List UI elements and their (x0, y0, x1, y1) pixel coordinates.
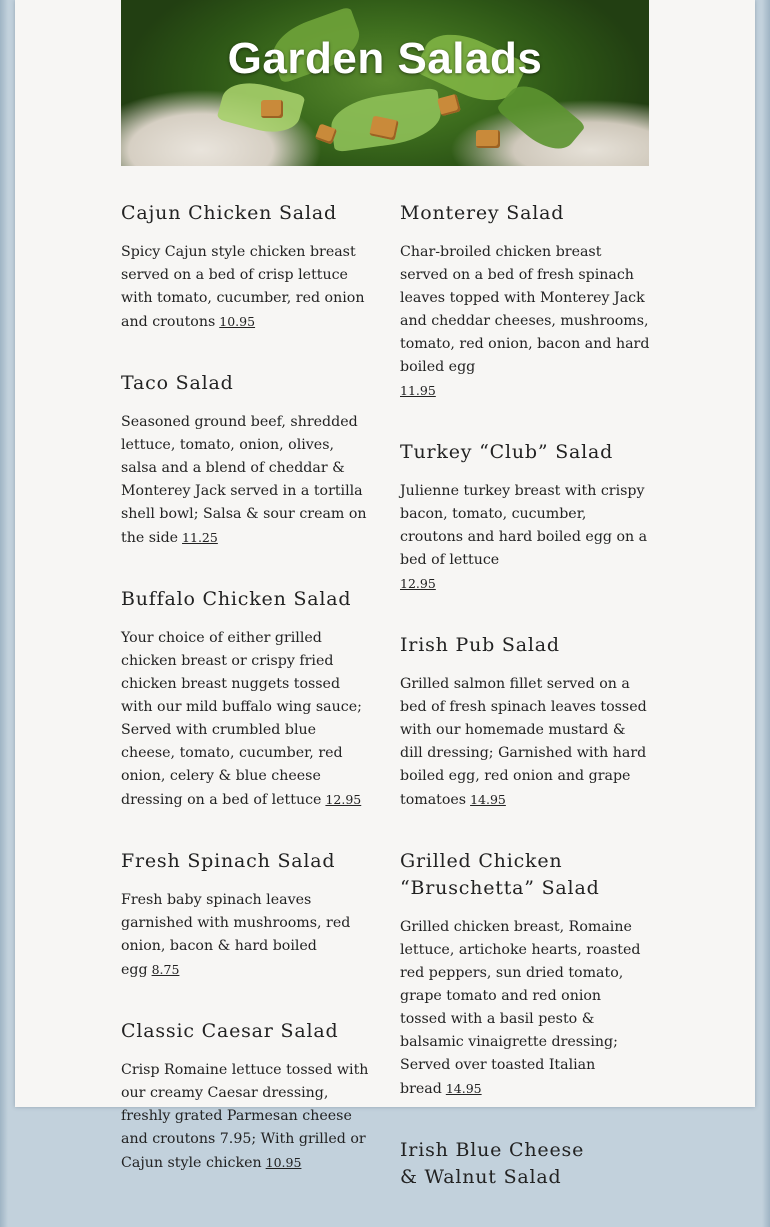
menu-item-description: Spicy Cajun style chicken breast served on a bed of crisp lettuce with tomato, cucumber, red onion and croutons 10.95 (121, 244, 365, 330)
menu-item-price: 11.25 (182, 530, 218, 545)
menu-item-description: Char-broiled chicken breast served on a bed of fresh spinach leaves topped with Monterey Jack and cheddar cheeses, mushrooms, tomato, red onion, bacon and hard boiled egg 11.95 (400, 244, 650, 398)
menu-item-price: 10.95 (219, 314, 256, 329)
menu-item-price: 8.75 (151, 962, 180, 977)
menu-page (15, 0, 755, 1188)
menu-item (121, 200, 371, 334)
menu-item-description: Your choice of either grilled chicken breast or crispy fried chicken breast nuggets tossed with our mild buffalo wing sauce; Served with crumbled blue cheese, tomato, cucumber, red onion, celery & blue cheese dressing on a bed of lettuce 12.95 (121, 630, 362, 808)
menu-item-price: 7.95 (219, 1131, 252, 1147)
crouton (261, 100, 283, 118)
menu-item-price: 14.95 (445, 1081, 482, 1096)
menu-item-extra-price: 10.95 (265, 1155, 302, 1170)
menu-item (400, 1137, 650, 1191)
menu-item (400, 200, 650, 403)
menu-item (400, 848, 650, 1101)
menu-item-description: Seasoned ground beef, shredded lettuce, tomato, onion, olives, salsa and a blend of cheddar & Monterey Jack served in a tortilla shell bowl; Salsa & sour cream on the side 11.25 (121, 414, 367, 546)
menu-column-right (400, 200, 650, 1227)
menu-item-extra: ; With grilled or Cajun style chicken (121, 1131, 366, 1171)
section-title: Garden Salads (227, 34, 543, 83)
menu-item-description: Grilled chicken breast, Romaine lettuce, artichoke hearts, roasted red peppers, sun dried tomato, grape tomato and red onion tossed with a basil pesto & balsamic vinaigrette dressing; Served over toasted Italian bread 14.95 (400, 919, 641, 1097)
menu-item-name: Taco Salad (121, 372, 234, 394)
menu-item (121, 1018, 371, 1175)
menu-item-name: Cajun Chicken Salad (121, 202, 337, 224)
menu-item (400, 439, 650, 596)
menu-item-description: Fresh baby spinach leaves garnished with mushrooms, red onion, bacon & hard boiled egg 8.75 (121, 892, 351, 978)
menu-item-name: Irish Blue Cheese & Walnut Salad (400, 1139, 585, 1188)
menu-column-left (121, 200, 371, 1211)
menu-item-description: Grilled salmon fillet served on a bed of fresh spinach leaves tossed with our homemade mustard & dill dressing; Garnished with hard boiled egg, red onion and grape tomatoes 14.95 (400, 676, 647, 808)
menu-item-price: 12.95 (400, 576, 436, 591)
menu-item-name: Fresh Spinach Salad (121, 850, 336, 872)
menu-item-name: Classic Caesar Salad (121, 1020, 339, 1042)
menu-item (121, 848, 371, 982)
menu-item-name: Buffalo Chicken Salad (121, 588, 352, 610)
menu-item-description: Crisp Romaine lettuce tossed with our creamy Caesar dressing, freshly grated Parmesan cheese and croutons 7.95; With grilled or Cajun style chicken 10.95 (121, 1062, 369, 1171)
menu-item-price: 12.95 (325, 792, 362, 807)
menu-item (121, 370, 371, 550)
menu-item-name: Irish Pub Salad (400, 634, 560, 656)
menu-item-price: 11.95 (400, 383, 436, 398)
menu-item (121, 586, 371, 812)
salad-banner-image (121, 0, 649, 166)
crouton (476, 130, 500, 148)
menu-item-name: Grilled Chicken “Bruschetta” Salad (400, 850, 600, 899)
menu-item (400, 632, 650, 812)
menu-item-name: Monterey Salad (400, 202, 565, 224)
menu-item-price: 14.95 (470, 792, 506, 807)
crouton (437, 94, 461, 117)
menu-item-name: Turkey “Club” Salad (400, 441, 614, 463)
menu-item-description: Julienne turkey breast with crispy bacon, tomato, cucumber, croutons and hard boiled egg on a bed of lettuce 12.95 (400, 483, 648, 591)
